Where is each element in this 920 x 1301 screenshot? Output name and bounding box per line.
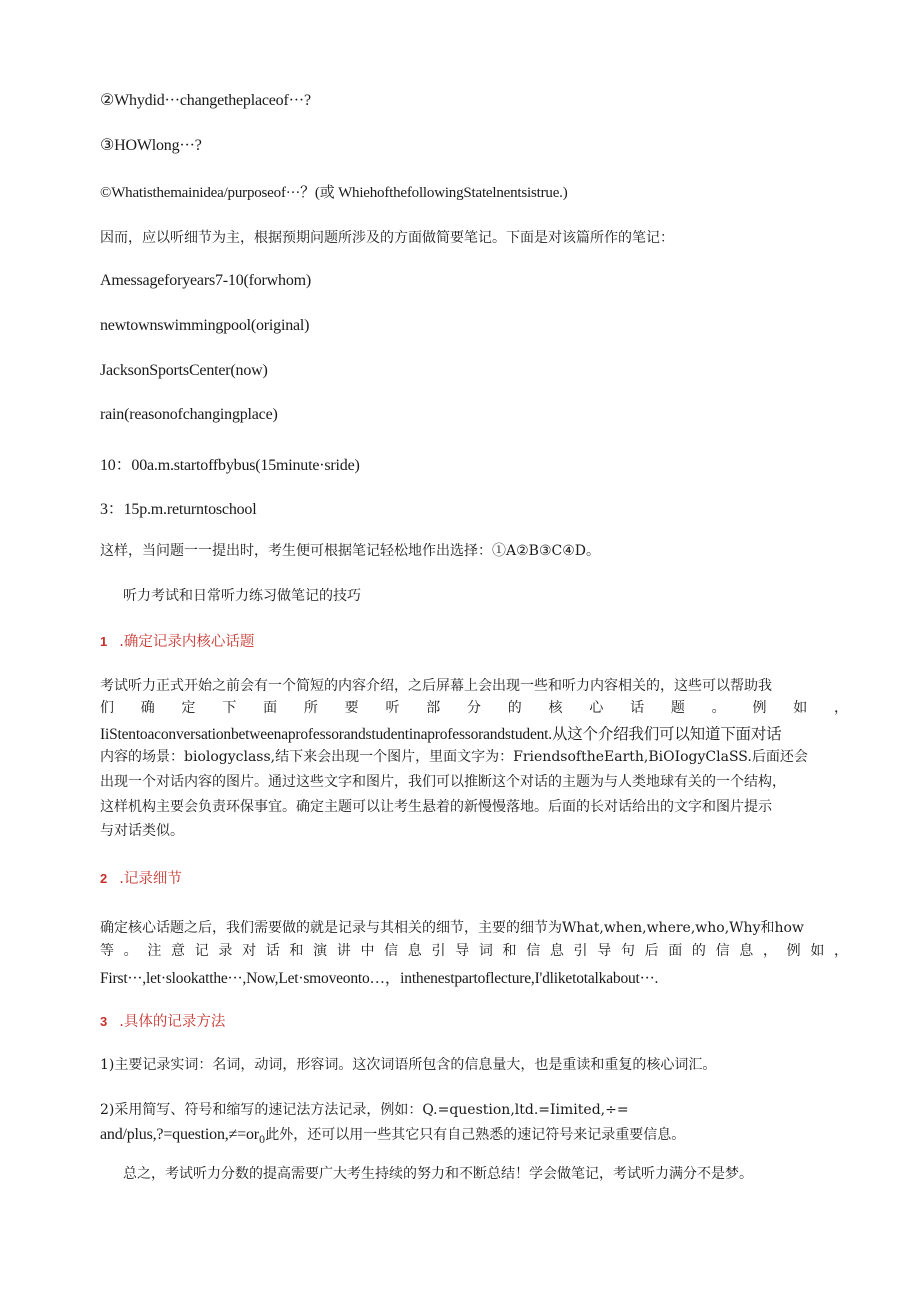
question-item-3: ③HOWlong···?	[100, 137, 202, 154]
paragraph-line	[100, 1124, 685, 1146]
note-line: JacksonSportsCenter(now)	[100, 362, 268, 379]
section-heading-2	[100, 867, 182, 888]
section-number: 2	[100, 871, 108, 886]
section-heading-text: .确定记录内核心话题	[119, 634, 255, 650]
section-number: 1	[100, 634, 108, 649]
shorthand-continuation: 此外，还可以用一些其它只有自己熟悉的速记符号来记录重要信息。	[265, 1127, 686, 1143]
note-line: newtownswimmingpool(original)	[100, 317, 310, 334]
notes-intro: 因而，应以听细节为主，根据预期问题所涉及的方面做简要笔记。下面是对该篇所作的笔记：	[100, 230, 674, 246]
section-heading-text: .具体的记录方法	[119, 1014, 226, 1030]
paragraph-line: 出现一个对话内容的图片。通过这些文字和图片，我们可以推断这个对话的主题为与人类地球有关的一个结构，	[100, 774, 786, 790]
paragraph-line: 考试听力正式开始之前会有一个简短的内容介绍，之后屏幕上会出现一些和听力内容相关的，这些可以帮助我	[100, 678, 772, 694]
paragraph-line: 等。注意记录对话和演讲中信息引导词和信息引导句后面的信息，例如，	[100, 943, 848, 959]
note-line: 10：00a.m.startoffbybus(15minute·sride)	[100, 457, 360, 474]
subscript: 0	[258, 1134, 266, 1146]
section-heading-3	[100, 1010, 225, 1031]
shorthand-examples: and/plus,?=question,≠=or	[100, 1126, 259, 1143]
paragraph-line: 内容的场景：biologyclass,结下来会出现一个图片，里面文字为：FriendsoftheEarth,BiOIogyClaSS.后面还会	[100, 749, 808, 765]
notes-conclusion: 这样，当问题一一提出时，考生便可根据笔记轻松地作出选择：①A②B③C④D。	[100, 543, 600, 559]
question-item-4: ©Whatisthemainidea/purposeof···？(或 WhiehofthefollowingStatelnentsistrue.)	[100, 185, 568, 201]
note-line: 3：15p.m.returntoschool	[100, 501, 257, 518]
question-item-2: ②Whydid···changetheplaceof···?	[100, 92, 311, 109]
section-title: 听力考试和日常听力练习做笔记的技巧	[123, 588, 361, 604]
paragraph-line: 确定核心话题之后，我们需要做的就是记录与其相关的细节，主要的细节为What,when,where,who,Why和how	[100, 920, 804, 936]
paragraph-line: 2)采用简写、符号和缩写的速记法方法记录，例如：Q.=question,ltd.=Iimited,÷=	[100, 1102, 629, 1118]
paragraph-line: 1)主要记录实词：名词，动词，形容词。这次词语所包含的信息量大，也是重读和重复的核心词汇。	[100, 1057, 717, 1073]
paragraph-line: 们确定下面所要听部分的核心话题。例如，	[100, 700, 848, 716]
paragraph-line: First···,let·slookatthe···,Now,Let·smoveonto…，inthenestpartoflecture,I'dliketotalkabout···.	[100, 970, 659, 987]
conclusion-paragraph: 总之，考试听力分数的提高需要广大考生持续的努力和不断总结！学会做笔记，考试听力满分不是梦。	[123, 1166, 753, 1182]
note-line: rain(reasonofchangingplace)	[100, 406, 278, 423]
paragraph-line: 这样机构主要会负责环保事宜。确定主题可以让考生悬着的新慢慢落地。后面的长对话给出的文字和图片提示	[100, 799, 772, 815]
note-line: Amessageforyears7-10(forwhom)	[100, 272, 312, 289]
paragraph-line: IiStentoaconversationbetweenaprofessorandstudentinaprofessorandstudent.从这个介绍我们可以知道下面对话	[100, 726, 782, 743]
section-number: 3	[100, 1014, 108, 1029]
section-heading-1	[100, 630, 254, 651]
section-heading-text: .记录细节	[119, 871, 182, 887]
paragraph-line: 与对话类似。	[100, 823, 184, 839]
